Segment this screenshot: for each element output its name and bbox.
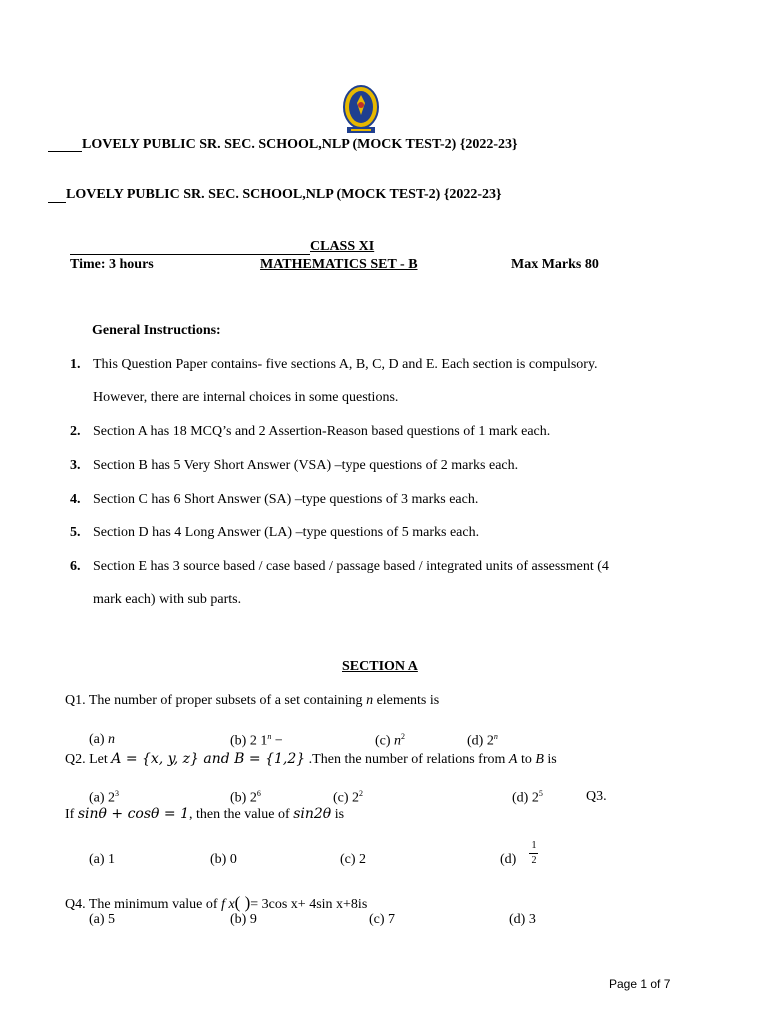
- school-crest-logo: [343, 85, 379, 137]
- instruction-6-line-2: mark each) with sub parts.: [93, 592, 242, 607]
- q1-option-b: (b) 2 $1^n$ −: [230, 732, 283, 749]
- q2-option-d: (d) $2^5$: [512, 789, 543, 806]
- q4-option-d: (d) 3: [509, 912, 536, 927]
- q1-option-a: (a) n: [89, 732, 116, 747]
- section-a-title: SECTION A: [342, 659, 418, 674]
- q4-option-c: (c) 7: [369, 912, 396, 927]
- question-4: Q4. The minimum value of f x( )= 3cos x+ 4sin x+8is: [65, 893, 368, 912]
- page-number: Page 1 of 7: [609, 977, 671, 991]
- instruction-5: Section D has 4 Long Answer (LA) –type questions of 5 marks each.: [93, 525, 480, 540]
- q2-option-b: (b) $2^6$: [230, 789, 261, 806]
- q3-option-c: (c) 2: [340, 852, 367, 867]
- instruction-num-3: 3.: [70, 458, 81, 473]
- q3-label: Q3.: [586, 789, 607, 804]
- instruction-num-5: 5.: [70, 525, 81, 540]
- q1-option-d: (d) 2$^n$: [467, 732, 498, 749]
- q1-option-c: (c) $n^2$: [375, 732, 406, 749]
- q3-fraction-denominator: 2: [531, 855, 537, 866]
- instruction-6-line-1: Section E has 3 source based / case based / passage based / integrated units of assessment (4: [93, 559, 609, 574]
- instruction-1-line-2: However, there are internal choices in some questions.: [93, 390, 399, 405]
- instruction-1-line-1: This Question Paper contains- five sections A, B, C, D and E. Each section is compulsory.: [93, 357, 598, 372]
- max-marks-label: Max Marks 80: [511, 257, 599, 272]
- school-heading-1: LOVELY PUBLIC SR. SEC. SCHOOL,NLP (MOCK TEST-2) {2022-23}: [82, 137, 518, 152]
- q3-option-a: (a) 1: [89, 852, 116, 867]
- instruction-num-6: 6.: [70, 559, 81, 574]
- instruction-3: Section B has 5 Very Short Answer (VSA) –type questions of 2 marks each.: [93, 458, 519, 473]
- q2-option-a: (a) $2^3$: [89, 789, 120, 806]
- instruction-num-1: 1.: [70, 357, 81, 372]
- q3-option-d: (d): [500, 852, 517, 867]
- instruction-num-2: 2.: [70, 424, 81, 439]
- instructions-title: General Instructions:: [92, 323, 221, 338]
- q3-fraction-numerator: 1: [531, 840, 537, 851]
- question-1: Q1. The number of proper subsets of a set containing n elements is: [65, 693, 440, 708]
- q4-option-a: (a) 5: [89, 912, 116, 927]
- instruction-num-4: 4.: [70, 492, 81, 507]
- q4-option-b: (b) 9: [230, 912, 257, 927]
- class-title: CLASS XI: [310, 239, 375, 254]
- school-heading-2: LOVELY PUBLIC SR. SEC. SCHOOL,NLP (MOCK TEST-2) {2022-23}: [66, 187, 502, 202]
- question-3: If sinθ + cosθ = 1, then the value of sin2θ is: [65, 806, 345, 822]
- time-label: Time: 3 hours: [70, 257, 154, 272]
- instruction-4: Section C has 6 Short Answer (SA) –type questions of 3 marks each.: [93, 492, 479, 507]
- question-2: Q2. Let A = {x, y, z} and B = {1,2} .Then the number of relations from A to B is: [65, 751, 557, 767]
- subject-title: MATHEMATICS SET - B: [260, 257, 418, 272]
- q3-option-b: (b) 0: [210, 852, 237, 867]
- q2-option-c: (c) $2^2$: [333, 789, 364, 806]
- instruction-2: Section A has 18 MCQ’s and 2 Assertion-Reason based questions of 1 mark each.: [93, 424, 551, 439]
